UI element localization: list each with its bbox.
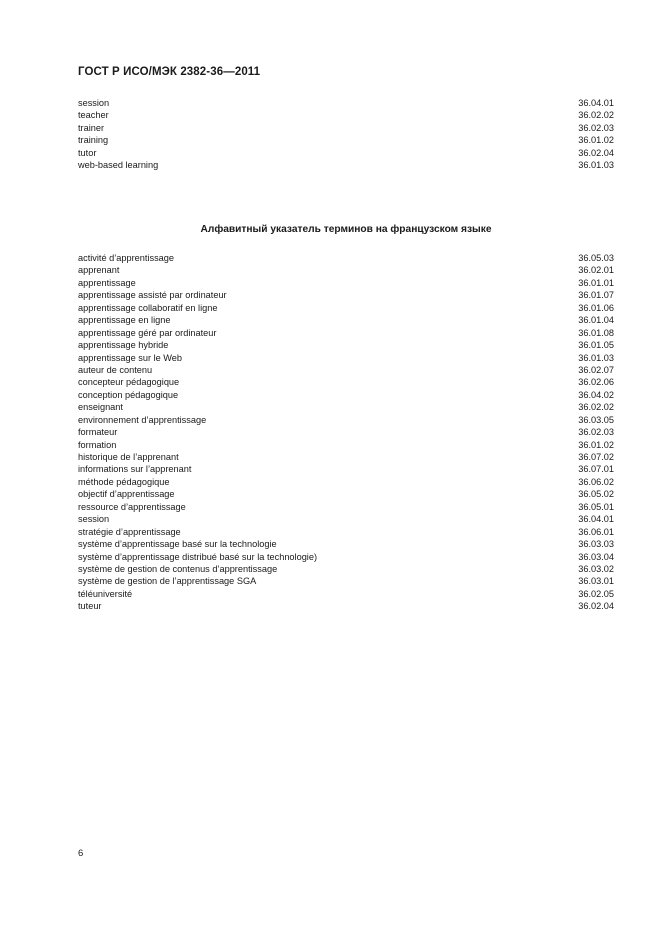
english-term-list <box>78 97 614 172</box>
standard-header: ГОСТ Р ИСО/МЭК 2382-36—2011 <box>78 66 261 78</box>
term-name: session <box>78 98 110 108</box>
term-row <box>78 339 614 351</box>
term-name: apprentissage en ligne <box>78 315 171 326</box>
term-name: apprentissage sur le Web <box>78 352 183 363</box>
term-code: 36.06.02 <box>578 476 614 487</box>
term-name: apprentissage collaboratif en ligne <box>78 302 218 313</box>
term-row <box>78 439 614 451</box>
term-code: 36.04.01 <box>578 98 614 108</box>
term-name: teacher <box>78 110 109 121</box>
term-row <box>78 159 614 171</box>
term-code: 36.03.01 <box>578 576 614 587</box>
term-code: 36.02.03 <box>578 427 614 438</box>
term-name: ressource d’apprentissage <box>78 501 186 512</box>
term-row <box>78 389 614 401</box>
term-code: 36.02.02 <box>578 110 614 121</box>
term-name: apprentissage géré par ordinateur <box>78 327 217 338</box>
term-row <box>78 426 614 438</box>
term-code: 36.01.07 <box>578 290 614 301</box>
term-name: activité d’apprentissage <box>78 253 175 263</box>
term-code: 36.06.01 <box>578 526 614 537</box>
term-code: 36.05.02 <box>578 489 614 500</box>
term-code: 36.02.02 <box>578 402 614 413</box>
term-row <box>78 551 614 563</box>
term-row <box>78 134 614 146</box>
term-code: 36.04.01 <box>578 514 614 525</box>
term-row <box>78 501 614 513</box>
term-row <box>78 147 614 159</box>
french-index-title: Алфавитный указатель терминов на французском языке <box>200 224 492 235</box>
term-code: 36.01.05 <box>578 340 614 351</box>
term-name: apprentissage hybride <box>78 340 169 351</box>
term-code: 36.02.07 <box>578 364 614 375</box>
term-name: enseignant <box>78 402 123 413</box>
term-code: 36.07.02 <box>578 452 614 462</box>
term-name: historique de l’apprenant <box>78 452 179 462</box>
term-code: 36.03.02 <box>578 563 614 574</box>
term-row <box>78 327 614 339</box>
term-name: informations sur l’apprenant <box>78 464 192 475</box>
term-name: auteur de contenu <box>78 364 153 375</box>
term-name: apprentissage assisté par ordinateur <box>78 290 227 301</box>
term-name: apprenant <box>78 265 120 276</box>
term-code: 36.01.02 <box>578 439 614 450</box>
term-code: 36.01.04 <box>578 315 614 326</box>
term-row <box>78 600 614 612</box>
term-code: 36.01.01 <box>578 277 614 288</box>
term-row <box>78 463 614 475</box>
term-row <box>78 264 614 276</box>
term-name: session <box>78 514 110 525</box>
term-code: 36.02.05 <box>578 588 614 599</box>
term-row <box>78 314 614 326</box>
term-row <box>78 364 614 376</box>
term-row <box>78 109 614 121</box>
term-name: système de gestion de l’apprentissage SGA <box>78 576 257 587</box>
term-name: système d’apprentissage basé sur la technologie <box>78 539 277 550</box>
term-name: conception pédagogique <box>78 389 179 400</box>
term-code: 36.03.05 <box>578 414 614 425</box>
term-code: 36.02.03 <box>578 122 614 133</box>
term-row <box>78 401 614 413</box>
term-row <box>78 476 614 488</box>
term-code: 36.01.02 <box>578 135 614 146</box>
term-row <box>78 538 614 550</box>
term-row <box>78 526 614 538</box>
term-name: système de gestion de contenus d’apprentissage <box>78 563 278 574</box>
page-number: 6 <box>78 848 84 859</box>
term-code: 36.03.04 <box>578 551 614 562</box>
term-code: 36.02.01 <box>578 265 614 276</box>
term-row <box>78 414 614 426</box>
term-row <box>78 588 614 600</box>
term-code: 36.01.03 <box>578 160 614 171</box>
term-row <box>78 352 614 364</box>
term-code: 36.07.01 <box>578 464 614 475</box>
term-row <box>78 302 614 314</box>
term-row <box>78 575 614 587</box>
term-row <box>78 252 614 264</box>
term-name: système d’apprentissage distribué basé sur la technologie) <box>78 551 318 562</box>
term-code: 36.02.06 <box>578 377 614 388</box>
term-name: apprentissage <box>78 277 136 288</box>
term-name: tuteur <box>78 601 102 612</box>
term-name: trainer <box>78 122 105 133</box>
term-code: 36.05.01 <box>578 501 614 512</box>
term-row <box>78 513 614 525</box>
term-name: tutor <box>78 147 97 158</box>
term-row <box>78 376 614 388</box>
term-name: concepteur pédagogique <box>78 377 180 388</box>
term-code: 36.01.03 <box>578 352 614 363</box>
term-name: stratégie d’apprentissage <box>78 526 181 537</box>
term-row <box>78 122 614 134</box>
term-code: 36.02.04 <box>578 601 614 612</box>
term-row <box>78 451 614 463</box>
term-name: méthode pédagogique <box>78 476 170 487</box>
term-name: téléuniversité <box>78 588 133 599</box>
term-name: objectif d’apprentissage <box>78 489 175 500</box>
term-code: 36.01.08 <box>578 327 614 338</box>
term-code: 36.04.02 <box>578 389 614 400</box>
term-row <box>78 97 614 109</box>
term-code: 36.05.03 <box>578 253 614 263</box>
term-row <box>78 488 614 500</box>
term-name: web-based learning <box>78 160 159 171</box>
term-name: training <box>78 135 109 146</box>
term-code: 36.02.04 <box>578 147 614 158</box>
term-row <box>78 563 614 575</box>
term-row <box>78 277 614 289</box>
french-term-list <box>78 252 614 613</box>
term-name: environnement d’apprentissage <box>78 414 207 425</box>
term-row <box>78 289 614 301</box>
term-name: formation <box>78 439 117 450</box>
term-code: 36.03.03 <box>578 539 614 550</box>
term-code: 36.01.06 <box>578 302 614 313</box>
term-name: formateur <box>78 427 118 438</box>
